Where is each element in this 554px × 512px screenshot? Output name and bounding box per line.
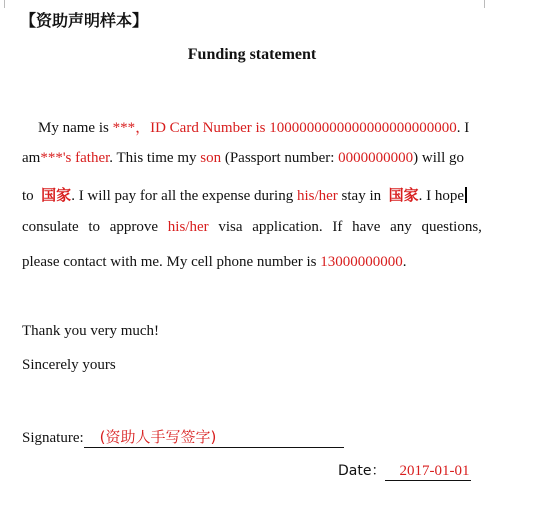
date-value: 2017-01-01 xyxy=(399,463,470,479)
relation-placeholder: son xyxy=(200,150,222,166)
signature-row xyxy=(22,426,344,448)
line5-end: . xyxy=(402,254,407,270)
sample-header: 【资助声明样本】 xyxy=(20,11,149,30)
name-id-placeholder: ***，ID Card Number is 1000000000000000000000000 xyxy=(112,120,457,136)
signature-label: Signature: xyxy=(22,430,84,446)
his-her-placeholder-1: his/her xyxy=(296,188,338,204)
line3-end: . I hope xyxy=(418,188,465,204)
body-line-3 xyxy=(22,184,467,205)
date-row xyxy=(338,460,471,481)
text-cursor xyxy=(465,187,467,203)
line2-am: am xyxy=(22,150,41,166)
signature-placeholder: (资助人手写签字) xyxy=(99,428,217,446)
document-title: Funding statement xyxy=(187,46,317,63)
word: application. xyxy=(252,219,323,235)
line2-text: . This time my xyxy=(109,150,201,166)
line3-stay-in: stay in xyxy=(337,188,382,204)
body-line-5 xyxy=(22,254,407,271)
line1-end: . I xyxy=(456,120,470,136)
country-placeholder-1: 国家 xyxy=(41,186,72,204)
body-line-1 xyxy=(38,116,469,137)
date-underline xyxy=(385,463,471,481)
passport-label: (Passport number: xyxy=(221,150,339,166)
body-line-4 xyxy=(22,219,482,236)
date-label: Date： xyxy=(338,463,386,479)
father-placeholder: ***'s father xyxy=(40,150,110,166)
word: If xyxy=(332,219,343,235)
word: consulate xyxy=(22,219,79,235)
country-placeholder-2: 国家 xyxy=(388,186,419,204)
signature-underline xyxy=(84,426,344,448)
his-her-placeholder-2: his/her xyxy=(167,219,209,235)
word: approve xyxy=(109,219,159,235)
phone-number: 13000000000 xyxy=(320,254,403,270)
page-corner-mark-right xyxy=(484,0,485,8)
thanks-line: Thank you very much! xyxy=(22,323,160,339)
word: to xyxy=(88,219,101,235)
line2-end: ) will go xyxy=(413,150,465,166)
word: any xyxy=(390,219,412,235)
line3-expense-text: . I will pay for all the expense during xyxy=(71,188,297,204)
word: have xyxy=(352,219,381,235)
word: visa xyxy=(218,219,243,235)
word: questions, xyxy=(421,219,482,235)
passport-number: 0000000000 xyxy=(338,150,414,166)
sincerely-line: Sincerely yours xyxy=(22,357,116,373)
name-prefix: My name is xyxy=(38,120,113,136)
body-line-2 xyxy=(22,150,464,167)
page-corner-mark-left xyxy=(4,0,5,8)
contact-text: please contact with me. My cell phone number is xyxy=(22,254,321,270)
line3-to: to xyxy=(22,188,34,204)
